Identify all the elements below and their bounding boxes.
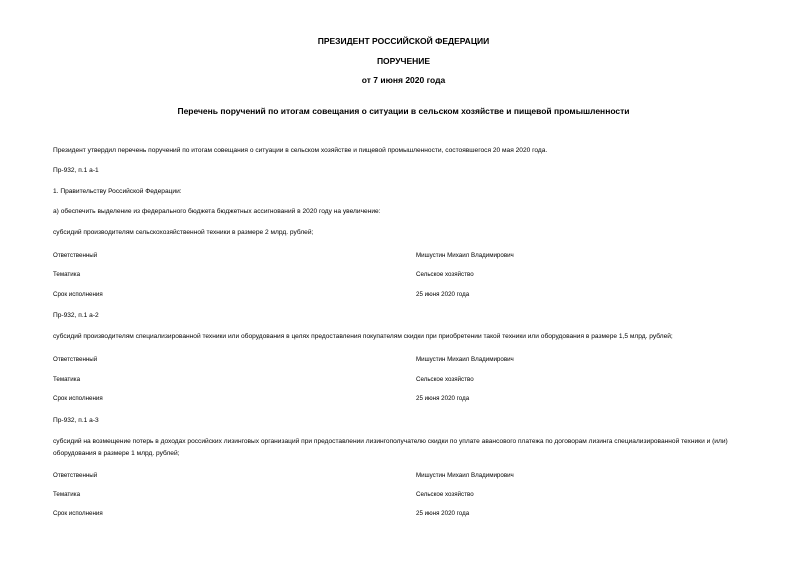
section3-code: Пр-932, п.1 а-3 <box>53 417 99 424</box>
document-authority: ПРЕЗИДЕНТ РОССИЙСКОЙ ФЕДЕРАЦИИ <box>317 36 490 46</box>
responsible-label: Ответственный <box>53 472 98 479</box>
topic-value: Сельское хозяйство <box>416 376 474 383</box>
document-title: Перечень поручений по итогам совещания о ситуации в сельском хозяйстве и пищевой промышленности <box>177 106 630 116</box>
deadline-label: Срок исполнения <box>53 291 103 298</box>
deadline-value: 25 июня 2020 года <box>416 510 470 517</box>
intro-paragraph: Президент утвердил перечень поручений по итогам совещания о ситуации в сельском хозяйстве и пищевой промышленности, состоявшегося 20 мая 2020 года. <box>53 147 548 154</box>
topic-label: Тематика <box>53 271 81 278</box>
responsible-label: Ответственный <box>53 252 98 259</box>
section1-subitem: а) обеспечить выделение из федерального бюджета бюджетных ассигнований в 2020 году на увеличение: <box>53 208 381 215</box>
responsible-value: Мишустин Михаил Владимирович <box>416 472 514 479</box>
topic-label: Тематика <box>53 491 81 498</box>
deadline-value: 25 июня 2020 года <box>416 291 470 298</box>
document-type: ПОРУЧЕНИЕ <box>376 56 431 66</box>
deadline-value: 25 июня 2020 года <box>416 395 470 402</box>
topic-value: Сельское хозяйство <box>416 271 474 278</box>
responsible-value: Мишустин Михаил Владимирович <box>416 252 514 259</box>
responsible-value: Мишустин Михаил Владимирович <box>416 356 514 363</box>
section1-heading: 1. Правительству Российской Федерации: <box>53 188 182 195</box>
section1-code: Пр-932, п.1 а-1 <box>53 167 99 174</box>
topic-label: Тематика <box>53 376 81 383</box>
responsible-label: Ответственный <box>53 356 98 363</box>
section1-text: субсидий производителям сельскохозяйственной техники в размере 2 млрд. рублей; <box>53 229 314 236</box>
section2-text: субсидий производителям специализированной техники или оборудования в целях предоставления покупателям скидки при приобретении такой техники или оборудования в размере 1,5 млрд. рублей; <box>53 333 673 340</box>
topic-value: Сельское хозяйство <box>416 491 474 498</box>
section2-code: Пр-932, п.1 а-2 <box>53 312 99 319</box>
deadline-label: Срок исполнения <box>53 395 103 402</box>
document-date: от 7 июня 2020 года <box>361 75 446 85</box>
section3-text: субсидий на возмещение потерь в доходах российских лизинговых организаций при предоставлении лизингополучателю скидки по уплате авансового платежа по договорам лизинга специализированной техники и (или) оборудования в размере 1 млрд. рублей; <box>53 438 728 457</box>
deadline-label: Срок исполнения <box>53 510 103 517</box>
